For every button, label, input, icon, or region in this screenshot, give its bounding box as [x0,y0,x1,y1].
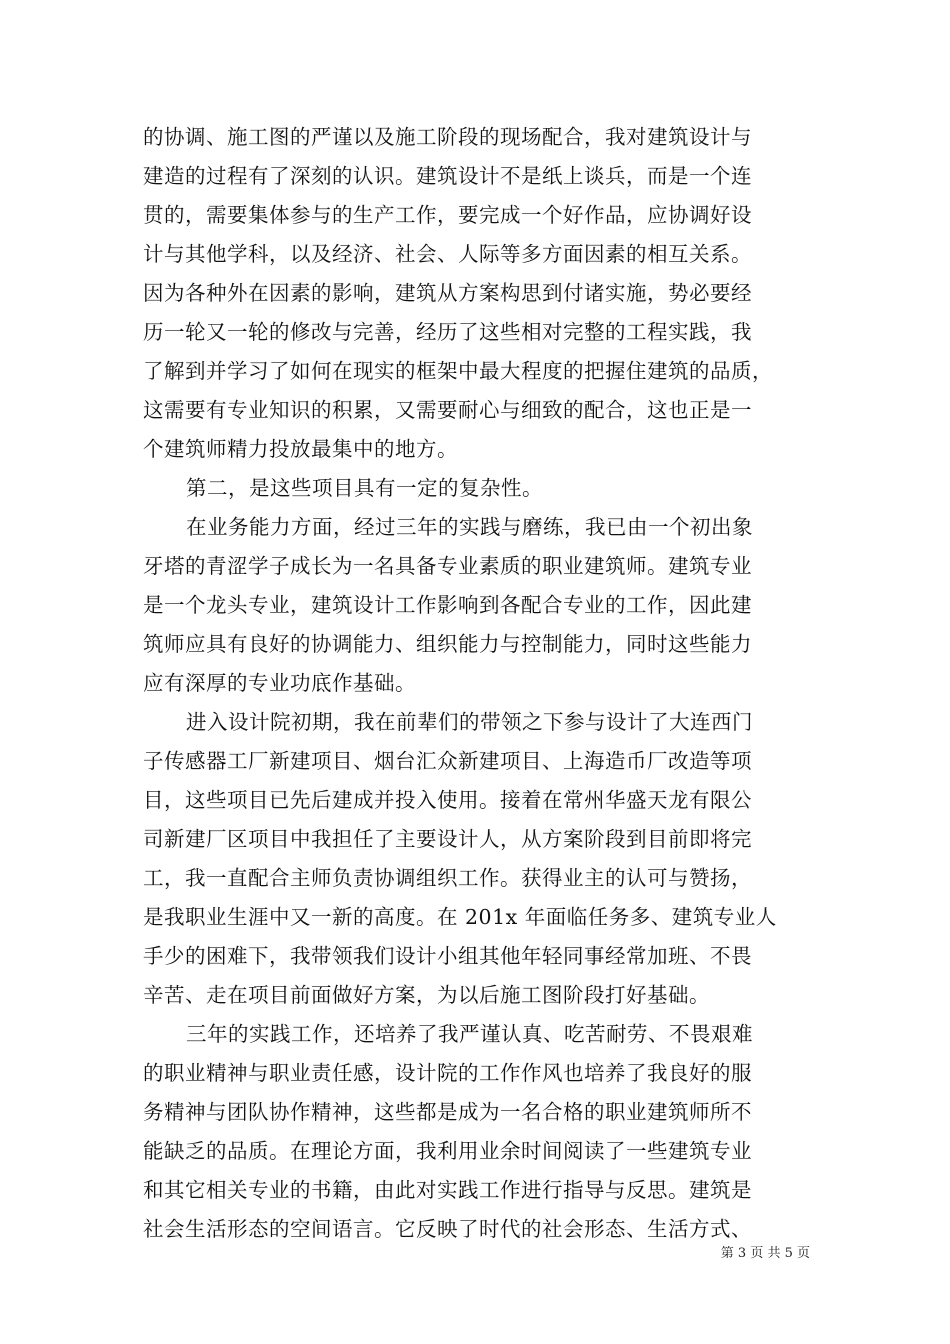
text-line: 的协调、施工图的严谨以及施工阶段的现场配合，我对建筑设计与 [143,125,752,149]
text-line: 目，这些项目已先后建成并投入使用。接着在常州华盛天龙有限公 [143,788,752,812]
text-line: 因为各种外在因素的影响，建筑从方案构思到付诸实施，势必要经 [143,281,752,305]
text-line: 辛苦、走在项目前面做好方案，为以后施工图阶段打好基础。 [143,983,710,1007]
text-line: 工，我一直配合主师负责协调组织工作。获得业主的认可与赞扬， [143,866,752,890]
text-line: 在业务能力方面，经过三年的实践与磨练，我已由一个初出象 [186,515,753,539]
text-line: 应有深厚的专业功底作基础。 [143,671,416,695]
text-line: 是我职业生涯中又一新的高度。在 201x 年面临任务多、建筑专业人 [143,905,777,929]
text-line: 牙塔的青涩学子成长为一名具备专业素质的职业建筑师。建筑专业 [143,554,752,578]
page-number: 第 3 页 共 5 页 [720,1246,810,1261]
text-line: 建造的过程有了深刻的认识。建筑设计不是纸上谈兵，而是一个连 [143,164,752,188]
text-line: 务精神与团队协作精神，这些都是成为一名合格的职业建筑师所不 [143,1100,752,1124]
text-line: 历一轮又一轮的修改与完善，经历了这些相对完整的工程实践，我 [143,320,752,344]
document-body [143,118,807,1249]
text-line: 和其它相关专业的书籍，由此对实践工作进行指导与反思。建筑是 [143,1178,752,1202]
text-line: 三年的实践工作，还培养了我严谨认真、吃苦耐劳、不畏艰难 [186,1022,753,1046]
text-line: 计与其他学科，以及经济、社会、人际等多方面因素的相互关系。 [143,242,752,266]
text-line: 司新建厂区项目中我担任了主要设计人，从方案阶段到目前即将完 [143,827,752,851]
text-line: 手少的困难下，我带领我们设计小组其他年轻同事经常加班、不畏 [143,944,752,968]
text-line: 子传感器工厂新建项目、烟台汇众新建项目、上海造币厂改造等项 [143,749,752,773]
text-line: 社会生活形态的空间语言。它反映了时代的社会形态、生活方式、 [143,1217,752,1241]
text-line: 是一个龙头专业，建筑设计工作影响到各配合专业的工作，因此建 [143,593,752,617]
text-line: 贯的，需要集体参与的生产工作，要完成一个好作品，应协调好设 [143,203,752,227]
text-line: 进入设计院初期，我在前辈们的带领之下参与设计了大连西门 [186,710,753,734]
text-line: 了解到并学习了如何在现实的框架中最大程度的把握住建筑的品质， [143,359,773,383]
text-line: 筑师应具有良好的协调能力、组织能力与控制能力，同时这些能力 [143,632,752,656]
text-line: 的职业精神与职业责任感，设计院的工作作风也培养了我良好的服 [143,1061,752,1085]
text-line: 这需要有专业知识的积累，又需要耐心与细致的配合，这也正是一 [143,398,752,422]
text-line: 个建筑师精力投放最集中的地方。 [143,437,458,461]
text-line: 能缺乏的品质。在理论方面，我利用业余时间阅读了一些建筑专业 [143,1139,752,1163]
text-line: 第二，是这些项目具有一定的复杂性。 [186,476,543,500]
